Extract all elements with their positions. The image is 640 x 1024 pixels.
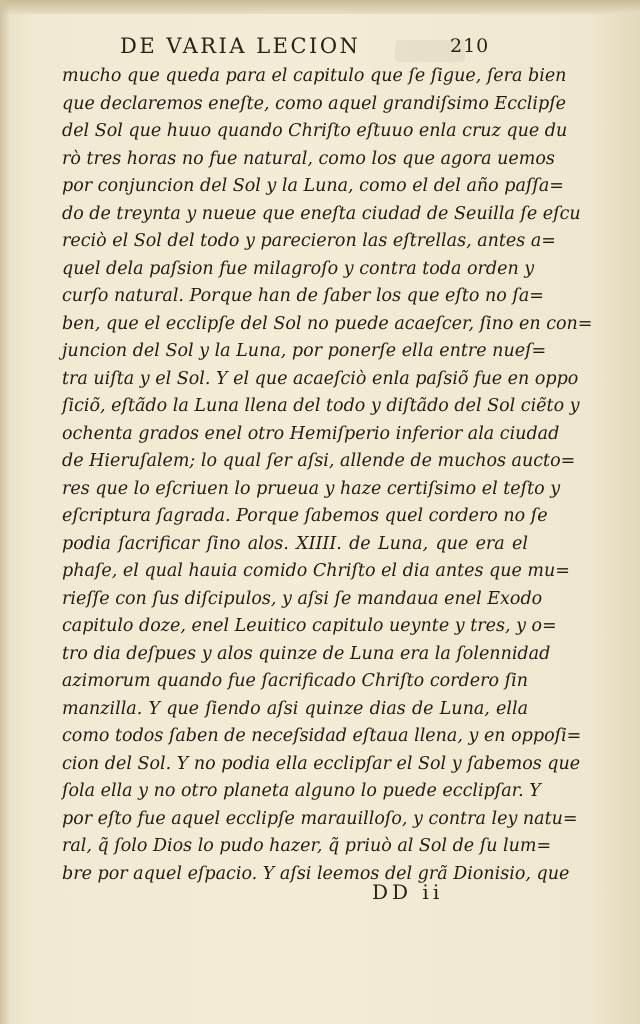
- text-line: rò tres horas no fue natural, como los que agora uemos: [62, 148, 555, 169]
- text-line: tra uiſta y el Sol. Y el que acaeſciò enla paſsiõ fue en oppo: [62, 368, 579, 389]
- text-line: curſo natural. Porque han de ſaber los que eſto no ſa=: [62, 286, 544, 306]
- text-line: quel dela paſsion fue milagroſo y contra toda orden y: [62, 258, 535, 279]
- text-line: como todos ſaben de neceſsidad eſtaua llena, y en oppoſi=: [62, 726, 582, 746]
- text-line: tro dia deſpues y alos quinze de Luna era la ſolennidad: [62, 643, 551, 664]
- text-line: por eſto fue aquel ecclipſe marauilloſo, y contra ley natu=: [62, 808, 578, 829]
- text-line: manzilla. Y que ſiendo aſsi quinze dias de Luna, ella: [62, 698, 528, 719]
- text-line: ſola ella y no otro planeta alguno lo puede ecclipſar. Y: [62, 781, 541, 801]
- running-head-title: DE VARIA LECION: [120, 34, 361, 58]
- text-line: azimorum quando fue ſacrificado Chriſto cordero ſin: [62, 671, 528, 691]
- text-line: del Sol que huuo quando Chriſto eſtuuo enla cruz que du: [62, 121, 568, 141]
- text-line: por conjuncion del Sol y la Luna, como el del año paſſa=: [62, 176, 564, 196]
- text-line: phaſe, el qual hauia comido Chriſto el dia antes que mu=: [62, 561, 570, 581]
- text-line: ral, q̃ ſolo Dios lo pudo hazer, q̃ priuò al Sol de ſu lum=: [62, 836, 552, 856]
- page-number: 210: [450, 35, 490, 57]
- text-line: que declaremos eneſte, como aquel grandiſsimo Ecclipſe: [62, 93, 567, 114]
- text-line: ſiciõ, eſtãdo la Luna llena del todo y diſtãdo del Sol ciẽto y: [62, 396, 580, 416]
- body-text: [62, 63, 593, 888]
- text-line: rieſſe con ſus diſcipulos, y aſsi ſe mandaua enel Exodo: [62, 588, 543, 609]
- page-top-edge: [0, 0, 640, 14]
- text-line: reciò el Sol del todo y parecieron las eſtrellas, antes a=: [62, 231, 556, 251]
- page-gutter-shadow: [0, 0, 10, 1024]
- text-line: ben, que el ecclipſe del Sol no puede acaeſcer, ſino en con=: [62, 313, 593, 334]
- running-head: [120, 34, 510, 64]
- text-line: mucho que queda para el capitulo que ſe ſigue, ſera bien: [62, 66, 567, 86]
- text-line: capitulo doze, enel Leuitico capitulo ueynte y tres, y o=: [62, 616, 557, 636]
- text-line: juncion del Sol y la Luna, por ponerſe ella entre nueſ=: [62, 341, 547, 361]
- signature-mark: DD ii: [372, 880, 444, 904]
- text-line: res que lo eſcriuen lo prueua y haze certiſsimo el teſto y: [62, 478, 561, 499]
- text-line: cion del Sol. Y no podia ella ecclipſar el Sol y ſabemos que: [62, 753, 581, 774]
- text-line: ochenta grados enel otro Hemiſperio inferior ala ciudad: [62, 423, 560, 444]
- text-line: bre por aquel eſpacio. Y aſsi leemos del grã Dionisio, que: [62, 863, 570, 884]
- text-line: eſcriptura ſagrada. Porque ſabemos quel cordero no ſe: [62, 506, 548, 526]
- text-line: do de treynta y nueue que eneſta ciudad de Seuilla ſe eſcu: [62, 203, 581, 224]
- text-line: de Hieruſalem; lo qual ſer aſsi, allende de muchos aucto=: [62, 451, 576, 471]
- text-line: podia ſacrificar ſino alos. XIIII. de Luna, que era el: [62, 533, 528, 554]
